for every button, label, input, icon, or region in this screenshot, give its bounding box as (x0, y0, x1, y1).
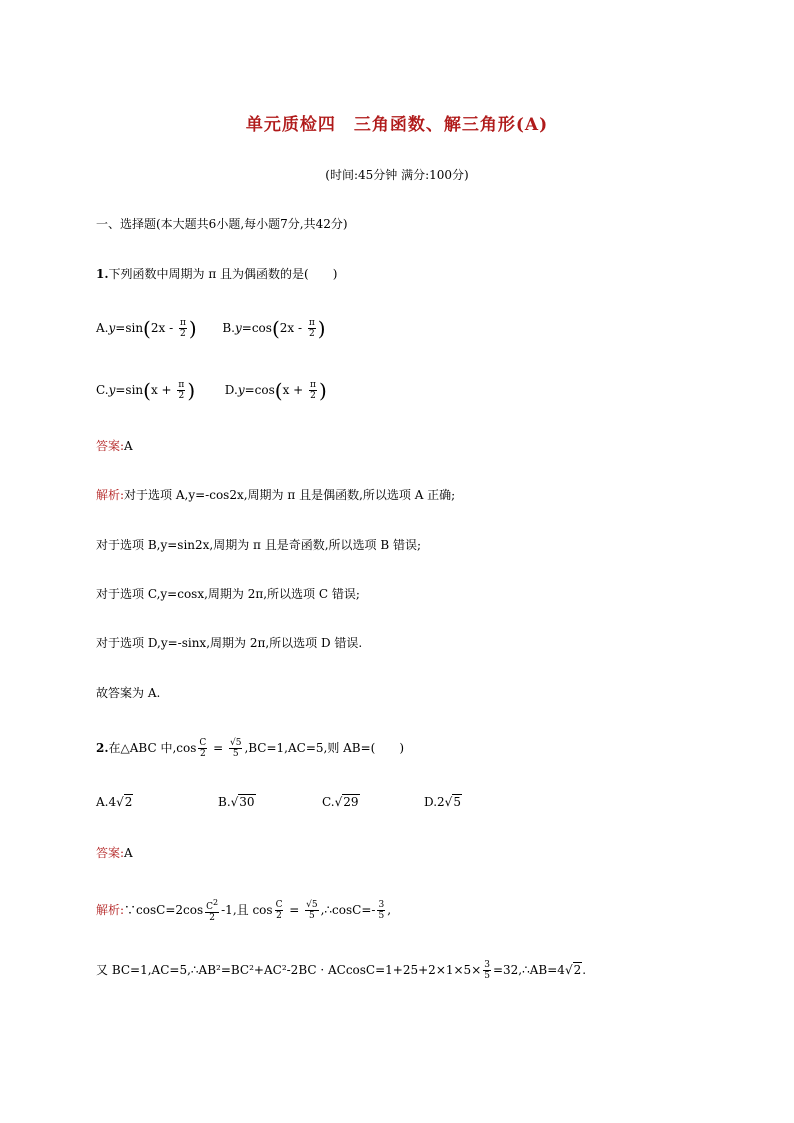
frac-num: √5 (229, 738, 242, 748)
frac-den: 5 (309, 911, 315, 921)
fraction (179, 318, 187, 339)
frac-den: 2 (310, 391, 316, 401)
q1-option-d-arg: x + (282, 383, 308, 397)
q2-sol1-c: = (285, 903, 304, 917)
q1-solution-1 (96, 485, 455, 505)
q1-option-d-label: D. (224, 383, 238, 397)
section-heading: 一、选择题(本大题共6小题,每小题7分,共42分) (96, 217, 348, 231)
frac-num: π (178, 380, 185, 390)
fraction (205, 898, 219, 923)
q2-solution-1 (96, 898, 391, 923)
q1-option-c-func: =sin (115, 383, 144, 397)
q2-stem (96, 738, 404, 759)
q2-option-a-label: A.4 (96, 795, 117, 809)
q2-sol1-b: -1,且 cos (221, 903, 273, 917)
paren-open: ( (143, 378, 151, 403)
q1-solution-2: 对于选项 B,y=sin2x,周期为 π 且是奇函数,所以选项 B 错误; (96, 538, 422, 552)
q2-answer-value: A (124, 846, 133, 860)
frac-num: π (310, 380, 316, 390)
q1-answer (96, 436, 133, 456)
q2-sol1-d: ,∴cosC=- (320, 903, 376, 917)
subtitle: (时间:45分钟 满分:100分) (325, 168, 469, 182)
q1-option-c-y: y (108, 383, 116, 397)
fraction (275, 900, 284, 921)
page-title (0, 110, 794, 135)
q1-option-b-func: =cos (241, 321, 272, 335)
q1-option-b-y: y (234, 321, 242, 335)
frac-den: 2 (178, 391, 185, 401)
q2-solution-2: 又 BC=1,AC=5,∴AB²=BC²+AC²-2BC · ACcosC=1+25+2×1×5× $\frac{3}{5}$ =32,∴AB=4√2. (96, 960, 587, 981)
paren-close: ) (187, 378, 196, 403)
fraction (377, 900, 385, 921)
frac-den: 2 (276, 911, 282, 921)
frac-den: 2 (308, 329, 315, 339)
q1-option-d (224, 378, 327, 403)
paren-open: ( (271, 316, 280, 341)
q1-option-a-y: y (108, 321, 116, 335)
q2-option-d: D.2√5 (424, 795, 461, 809)
q1-option-c-arg: x + (150, 383, 176, 397)
title-sub: 三角函数、解三角形(A) (353, 115, 549, 135)
q2-option-b-radicand: 30 (239, 795, 255, 809)
q2-sol2-a: 又 BC=1,AC=5,∴AB²=BC²+AC²-2BC · ACcosC=1+25+2×1×5× (96, 963, 482, 977)
title-main: 单元质检四 (245, 115, 336, 135)
q2-option-c: C.√29 (322, 795, 359, 809)
q1-solution-3: 对于选项 C,y=cosx,周期为 2π,所以选项 C 错误; (96, 587, 360, 601)
frac-num: √5 (306, 900, 318, 910)
q1-stem (96, 264, 337, 284)
fraction (177, 380, 185, 401)
fraction (229, 738, 242, 759)
paren-close: ) (318, 378, 327, 403)
q2-sol2-b: =32,∴AB=4 (492, 963, 565, 977)
frac-num (205, 898, 219, 913)
q2-option-c-radicand: 29 (343, 795, 359, 809)
q2-solution-label: 解析: (96, 903, 125, 917)
fraction (309, 380, 317, 401)
q1-options-cd (96, 380, 327, 401)
q2-option-b-label: B. (218, 795, 231, 809)
q2-answer (96, 843, 133, 863)
fraction (483, 960, 491, 981)
frac-den: 2 (209, 913, 215, 923)
q1-answer-value: A (124, 439, 133, 453)
frac-num-text: C (206, 902, 214, 912)
q2-stem-a: 在△ABC 中,cos (108, 741, 197, 755)
q1-solution-5: 故答案为 A. (96, 686, 161, 700)
q1-option-a-func: =sin (115, 321, 144, 335)
q2-number: 2. (96, 741, 109, 755)
frac-num: C (275, 900, 283, 910)
paren-close: ) (188, 316, 197, 341)
q2-option-b: B.√30 (218, 795, 255, 809)
frac-den: 2 (199, 749, 206, 759)
q1-number: 1. (96, 267, 109, 281)
sup: 2 (213, 898, 219, 907)
q1-option-d-y: y (237, 383, 245, 397)
q2-sol2-radicand: 2 (573, 963, 582, 977)
q1-solution-4: 对于选项 D,y=-sinx,周期为 2π,所以选项 D 错误. (96, 636, 363, 650)
q2-option-d-radicand: 5 (453, 795, 461, 809)
q1-option-a-label: A. (96, 321, 109, 335)
frac-num: π (308, 318, 315, 328)
paren-open: ( (274, 378, 283, 403)
q2-sol2-end: . (582, 963, 587, 977)
q1-option-b (222, 316, 326, 341)
q1-solution-label: 解析: (96, 488, 125, 502)
frac-num: π (179, 318, 186, 328)
frac-den: 5 (232, 749, 239, 759)
q2-sol1-e: , (387, 903, 392, 917)
q2-option-c-label: C. (322, 795, 335, 809)
frac-den: 5 (484, 971, 490, 981)
fraction (198, 738, 207, 759)
fraction (308, 318, 316, 339)
frac-num: 3 (378, 900, 385, 910)
frac-num: 3 (484, 960, 490, 970)
q2-sol1-a: ∵cosC=2cos (124, 903, 204, 917)
q2-stem-b: ,BC=1,AC=5,则 AB=( ) (244, 741, 405, 755)
q1-answer-label: 答案: (96, 439, 125, 453)
q1-stem-text: 下列函数中周期为 π 且为偶函数的是( ) (108, 267, 338, 281)
q1-option-b-arg: 2x - (279, 321, 306, 335)
q1-option-b-label: B. (222, 321, 235, 335)
frac-den: 2 (180, 329, 186, 339)
q1-option-a (96, 316, 201, 341)
q1-solution-text-1: 对于选项 A,y=-cos2x,周期为 π 且是偶函数,所以选项 A 正确; (124, 488, 456, 502)
q1-option-c-label: C. (96, 383, 109, 397)
paren-open: ( (143, 316, 151, 341)
q2-answer-label: 答案: (96, 846, 125, 860)
frac-num: C (199, 738, 207, 748)
q1-options-ab (96, 318, 326, 339)
q2-stem-eq: = (209, 741, 227, 755)
fraction (305, 900, 318, 921)
paren-close: ) (317, 316, 326, 341)
q1-option-c (96, 378, 199, 403)
q1-option-d-func: =cos (244, 383, 275, 397)
q2-option-d-label: D.2 (424, 795, 445, 809)
q2-option-a: A.4√2 (96, 795, 133, 809)
frac-den: 5 (378, 911, 385, 921)
q2-option-a-radicand: 2 (124, 795, 133, 809)
q1-option-a-arg: 2x - (150, 321, 177, 335)
